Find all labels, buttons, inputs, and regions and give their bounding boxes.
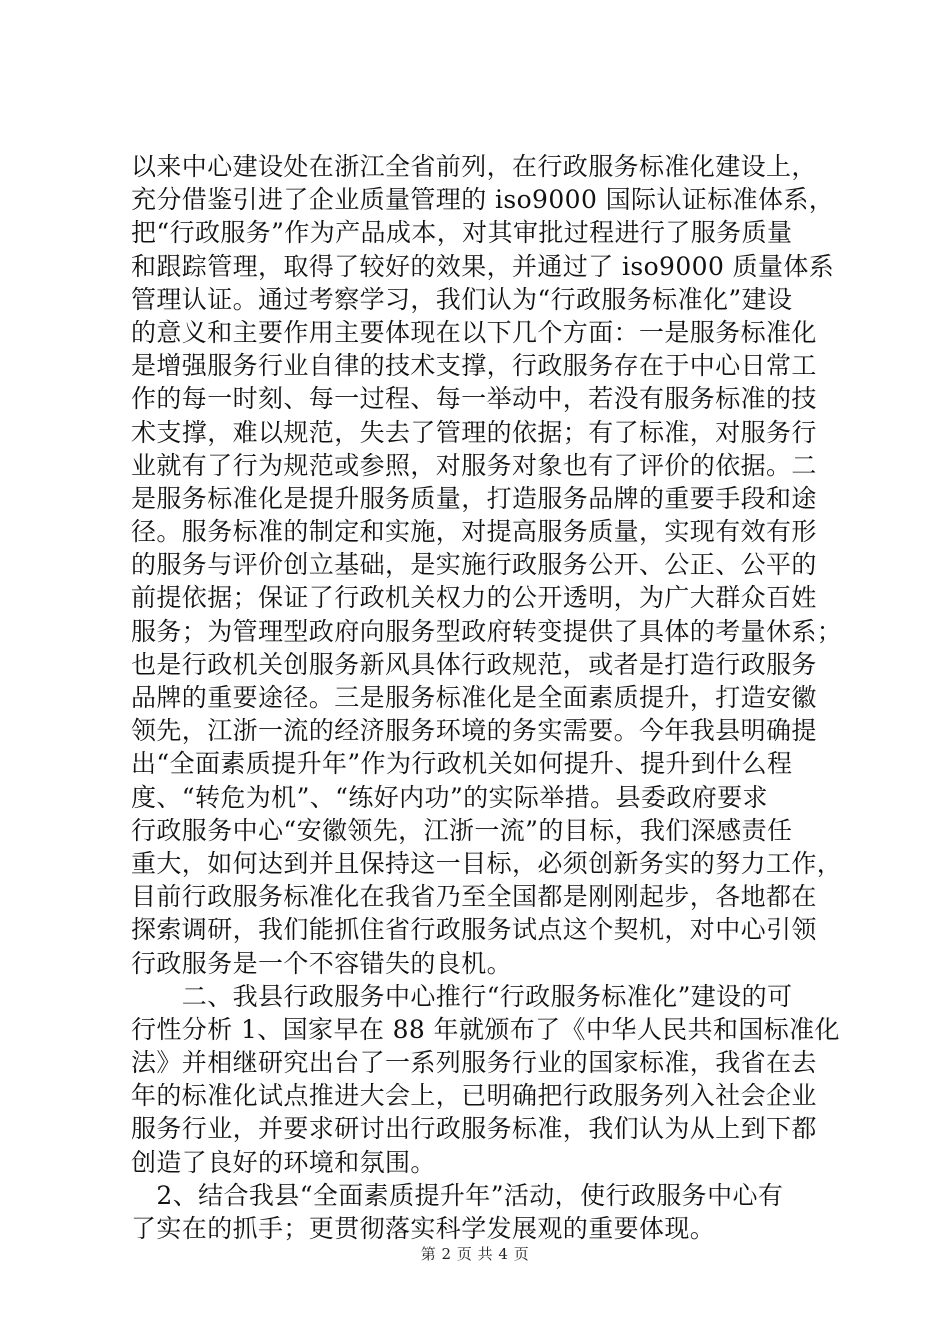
text-line-22: 重大，如何达到并且保持这一目标，必须创新务实的努力工作，	[131, 848, 843, 878]
text-line-9: 术支撑，难以规范，失去了管理的依据；有了标准，对服务行	[131, 417, 817, 447]
text-line-6: 的意义和主要作用主要体现在以下几个方面：一是服务标准化	[131, 317, 817, 347]
text-line-2: 充分借鉴引进了企业质量管理的 iso9000 国际认证标准体系，	[131, 185, 835, 215]
text-line-3: 把“行政服务”作为产品成本，对其审批过程进行了服务质量	[131, 218, 793, 248]
text-line-14: 前提依据；保证了行政机关权力的公开透明，为广大群众百姓	[131, 583, 817, 613]
text-line-25: 行政服务是一个不容错失的良机。	[131, 948, 513, 978]
text-line-1: 以来中心建设处在浙江全省前列，在行政服务标准化建设上，	[131, 152, 817, 181]
text-line-21: 行政服务中心“安徽领先，江浙一流”的目标，我们深感责任	[131, 815, 793, 845]
body-text	[131, 150, 843, 1245]
text-line-4: 和跟踪管理，取得了较好的效果，并通过了 iso9000 质量体系	[131, 251, 835, 281]
text-line-30: 服务行业，并要求研讨出行政服务标准，我们认为从上到下都	[131, 1114, 817, 1144]
text-line-28: 法》并相继研究出台了一系列服务行业的国家标准，我省在去	[131, 1048, 817, 1078]
text-line-26: 二、我县行政服务中心推行“行政服务标准化”建设的可	[131, 981, 793, 1011]
text-line-13: 的服务与评价创立基础，是实施行政服务公开、公正、公平的	[131, 550, 817, 580]
text-line-32: 2、结合我县“全面素质提升年”活动，使行政服务中心有	[131, 1180, 784, 1210]
text-line-18: 领先，江浙一流的经济服务环境的务实需要。今年我县明确提	[131, 716, 817, 746]
page-number-footer: 第 2 页 共 4 页	[420, 1245, 530, 1263]
text-line-8: 作的每一时刻、每一过程、每一举动中，若没有服务标准的技	[131, 384, 817, 414]
text-line-15: 服务；为管理型政府向服务型政府转变提供了具体的考量休系；	[131, 616, 843, 646]
text-line-31: 创造了良好的环境和氛围。	[131, 1147, 436, 1177]
text-line-10: 业就有了行为规范或参照，对服务对象也有了评价的依据。二	[131, 450, 817, 480]
text-line-19: 出“全面素质提升年”作为行政机关如何提升、提升到什么程	[131, 749, 793, 779]
text-line-5: 管理认证。通过考察学习，我们认为“行政服务标准化”建设	[131, 284, 793, 314]
text-line-17: 品牌的重要途径。三是服务标准化是全面素质提升，打造安徽	[131, 683, 817, 712]
text-line-7: 是增强服务行业自律的技术支撑，行政服务存在于中心日常工	[131, 351, 817, 381]
text-line-11: 是服务标准化是提升服务质量，打造服务品牌的重要手段和途	[131, 483, 817, 513]
text-line-27: 行性分析 1、国家早在 88 年就颁布了《中华人民共和国标准化	[131, 1014, 840, 1044]
text-line-16: 也是行政机关创服务新风具体行政规范，或者是打造行政服务	[131, 649, 817, 679]
text-line-33: 了实在的抓手；更贯彻落实科学发展观的重要体现。	[131, 1214, 716, 1243]
text-line-20: 度、“转危为机”、“练好内功”的实际举措。县委政府要求	[131, 782, 768, 812]
text-line-23: 目前行政服务标准化在我省乃至全国都是刚刚起步，各地都在	[131, 882, 817, 912]
text-line-24: 探索调研，我们能抓住省行政服务试点这个契机，对中心引领	[131, 915, 817, 945]
text-line-29: 年的标准化试点推进大会上，已明确把行政服务列入社会企业	[131, 1081, 817, 1111]
text-line-12: 径。服务标准的制定和实施，对提高服务质量，实现有效有形	[131, 517, 817, 547]
